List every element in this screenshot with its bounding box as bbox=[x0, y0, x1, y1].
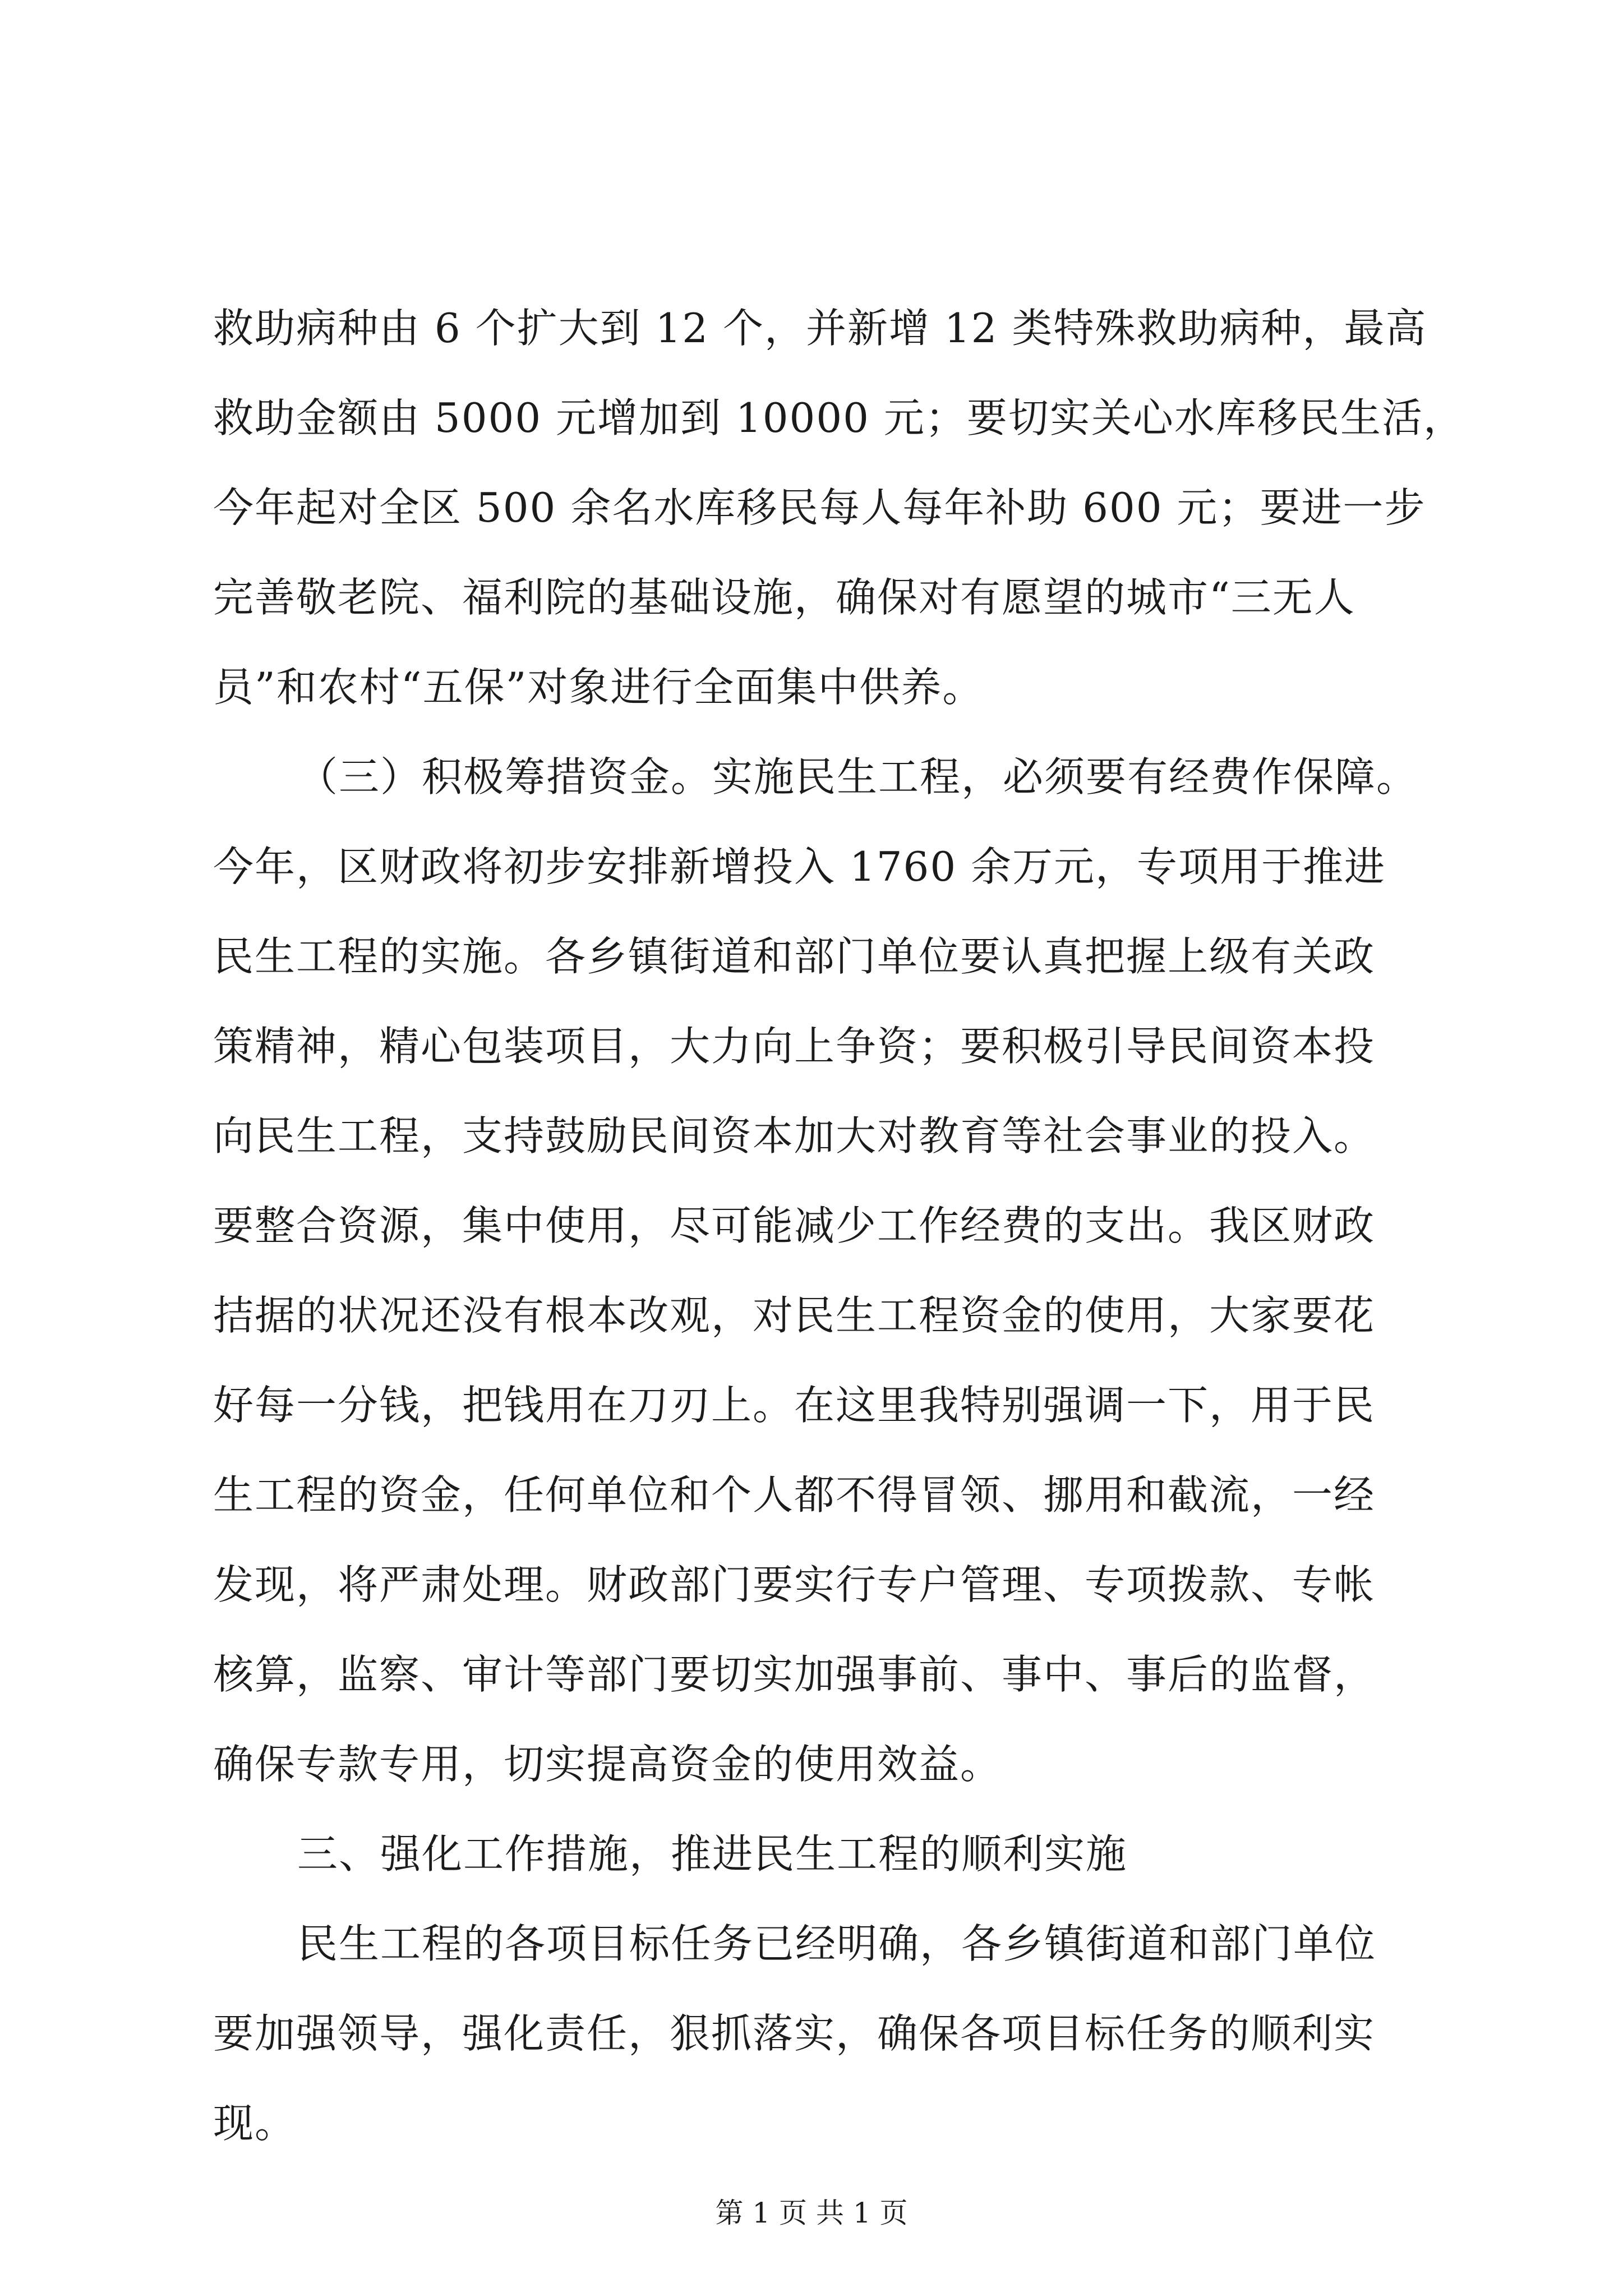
text-line: 核算，监察、审计等部门要切实加强事前、事中、事后的监督， bbox=[213, 1651, 1376, 1698]
section-heading: 三、强化工作措施，推进民生工程的顺利实施 bbox=[297, 1830, 1128, 1878]
text-line: 要整合资源，集中使用，尽可能减少工作经费的支出。我区财政 bbox=[213, 1202, 1376, 1249]
section-heading: （三）积极筹措资金。实施民生工程，必须要有经费作保障。 bbox=[297, 753, 1418, 800]
text-line: 救助金额由 5000 元增加到 10000 元；要切实关心水库移民生活， bbox=[213, 394, 1465, 441]
text-line: 现。 bbox=[213, 2100, 297, 2147]
text-line: 今年起对全区 500 余名水库移民每人每年补助 600 元；要进一步 bbox=[213, 484, 1426, 531]
text-line: 员”和农村“五保”对象进行全面集中供养。 bbox=[213, 664, 984, 711]
text-line: 生工程的资金，任何单位和个人都不得冒领、挪用和截流，一经 bbox=[213, 1471, 1376, 1519]
text-line: 完善敬老院、福利院的基础设施，确保对有愿望的城市“三无人 bbox=[213, 574, 1355, 621]
text-line: 要加强领导，强化责任，狠抓落实，确保各项目标任务的顺利实 bbox=[213, 2010, 1376, 2057]
text-line: 今年，区财政将初步安排新增投入 1760 余万元，专项用于推进 bbox=[213, 843, 1386, 890]
text-line: 向民生工程，支持鼓励民间资本加大对教育等社会事业的投入。 bbox=[213, 1112, 1376, 1159]
page-number-footer: 第 1 页 共 1 页 bbox=[715, 2197, 908, 2229]
text-line: 策精神，精心包装项目，大力向上争资；要积极引导民间资本投 bbox=[213, 1023, 1376, 1070]
text-line: 民生工程的实施。各乡镇街道和部门单位要认真把握上级有关政 bbox=[213, 933, 1376, 980]
text-line: 拮据的状况还没有根本改观，对民生工程资金的使用，大家要花 bbox=[213, 1292, 1376, 1339]
text-line: 确保专款专用，切实提高资金的使用效益。 bbox=[213, 1741, 1002, 1788]
text-line: 民生工程的各项目标任务已经明确，各乡镇街道和部门单位 bbox=[297, 1920, 1377, 1967]
text-line: 发现，将严肃处理。财政部门要实行专户管理、专项拨款、专帐 bbox=[213, 1561, 1376, 1608]
text-line: 好每一分钱，把钱用在刀刃上。在这里我特别强调一下，用于民 bbox=[213, 1382, 1376, 1429]
text-line: 救助病种由 6 个扩大到 12 个，并新增 12 类特殊救助病种，最高 bbox=[213, 305, 1427, 352]
